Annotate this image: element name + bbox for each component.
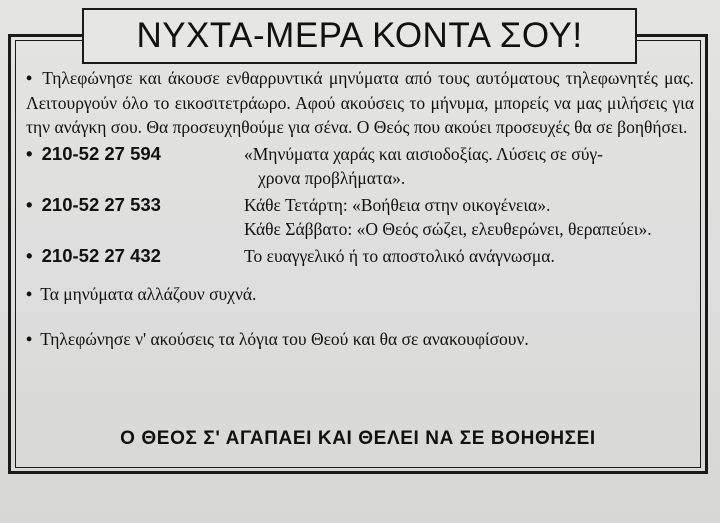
note-call [26, 327, 694, 352]
title-box [82, 8, 637, 64]
phone-entry [26, 244, 702, 269]
bullet-icon: • [26, 328, 33, 349]
flyer-content [26, 66, 702, 351]
phone-description-line: Το ευαγγελικό ή το αποστολικό ανάγνωσμα. [244, 245, 555, 266]
bullet-icon: • [26, 142, 33, 164]
page-title: ΝΥΧΤΑ-ΜΕΡΑ ΚΟΝΤΑ ΣΟΥ! [136, 16, 583, 55]
phone-entry [26, 193, 702, 242]
note-changes [26, 282, 694, 307]
phone-number[interactable] [26, 142, 244, 191]
bullet-icon: • [26, 193, 33, 215]
footer-slogan: Ο ΘΕΟΣ Σ' ΑΓΑΠΑΕΙ ΚΑΙ ΘΕΛΕΙ ΝΑ ΣΕ ΒΟΗΘΗΣΕΙ [120, 428, 596, 449]
phone-description-line: χρονα προβλήματα». [258, 168, 406, 188]
phone-number-text: 210-52 27 432 [41, 244, 161, 266]
phone-description-line: Κάθε Σάββατο: «Ο Θεός σώζει, ελευθερώνει, θεραπεύει». [244, 219, 652, 239]
phone-number-text: 210-52 27 594 [41, 142, 161, 164]
intro-text: Τηλεφώνησε και άκουσε ενθαρρυντικά μηνύματα από τους αυτόματους τηλεφωνητές μας. Λειτουργούν όλο το εικοσιτετράωρο. Αφού ακούσεις το μήνυμα, μπορείς να μας μιλήσεις για την ανάγκη σου. Θα προσευχηθούμε για σένα. Ο Θεός που ακούει προσευχές θα σε βοηθήσει. [26, 68, 695, 137]
phone-entry [26, 142, 702, 191]
phone-number-text: 210-52 27 533 [41, 193, 161, 215]
bullet-icon: • [26, 68, 33, 88]
phone-description [244, 244, 699, 269]
phone-description-line: «Μηνύματα χαράς και αισιοδοξίας. Λύσεις σε σύγ- [244, 143, 603, 164]
phone-description [244, 142, 699, 191]
bullet-icon: • [26, 284, 33, 304]
phone-description [244, 193, 699, 242]
intro-paragraph [26, 66, 694, 140]
bullet-icon: • [26, 244, 33, 266]
note-changes-text: Τα μηνύματα αλλάζουν συχνά. [40, 284, 257, 304]
phone-number[interactable] [26, 244, 244, 269]
note-call-text: Τηλεφώνησε ν' ακούσεις τα λόγια του Θεού και θα σε ανακουφίσουν. [40, 328, 529, 349]
phone-description-line: Κάθε Τετάρτη: «Βοήθεια στην οικογένεια». [244, 194, 551, 215]
phone-number[interactable] [26, 193, 244, 242]
